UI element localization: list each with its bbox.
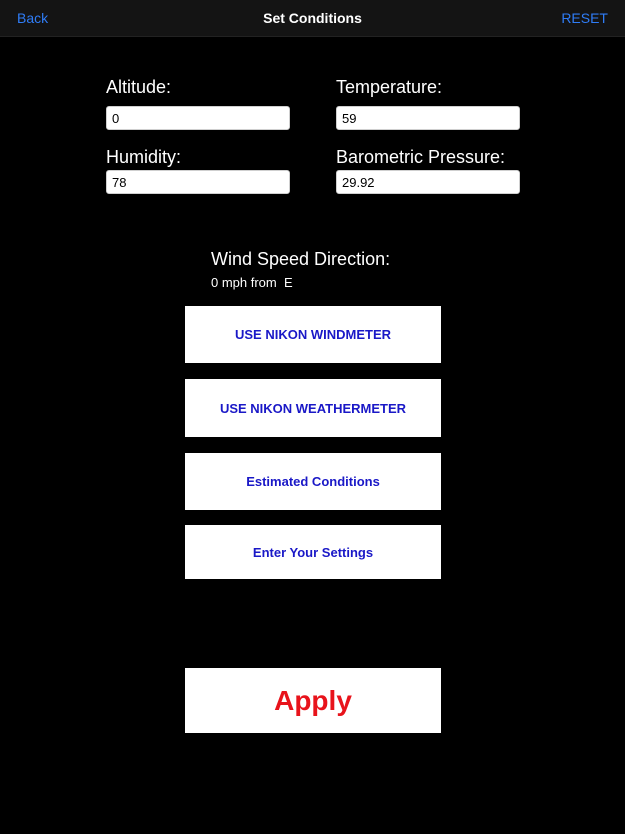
use-nikon-windmeter-button[interactable] <box>185 306 441 363</box>
enter-your-settings-button[interactable] <box>185 525 441 579</box>
humidity-label: Humidity: <box>106 147 182 167</box>
reset-button[interactable]: RESET <box>561 10 608 26</box>
temperature-input[interactable] <box>336 106 520 130</box>
estimated-conditions-button[interactable] <box>185 453 441 510</box>
barometric-pressure-label: Barometric Pressure: <box>336 147 506 167</box>
altitude-label: Altitude: <box>106 77 172 97</box>
enter-your-settings-label: Enter Your Settings <box>252 544 374 560</box>
estimated-conditions-label: Estimated Conditions <box>246 474 380 489</box>
wind-speed-direction-value: 0 mph from E <box>211 275 293 290</box>
use-nikon-windmeter-label: USE NIKON WINDMETER <box>235 327 391 342</box>
apply-label: Apply <box>274 684 352 716</box>
apply-button[interactable] <box>185 668 441 733</box>
use-nikon-weathermeter-button[interactable] <box>185 379 441 437</box>
page-title: Set Conditions <box>263 10 362 26</box>
back-button[interactable]: Back <box>17 10 49 26</box>
use-nikon-weathermeter-label: USE NIKON WEATHERMETER <box>219 400 407 416</box>
wind-speed-direction-label: Wind Speed Direction: <box>211 249 391 269</box>
navigation-bar <box>0 0 625 37</box>
temperature-label: Temperature: <box>336 77 443 97</box>
altitude-input[interactable] <box>106 106 290 130</box>
barometric-pressure-input[interactable] <box>336 170 520 194</box>
humidity-input[interactable] <box>106 170 290 194</box>
